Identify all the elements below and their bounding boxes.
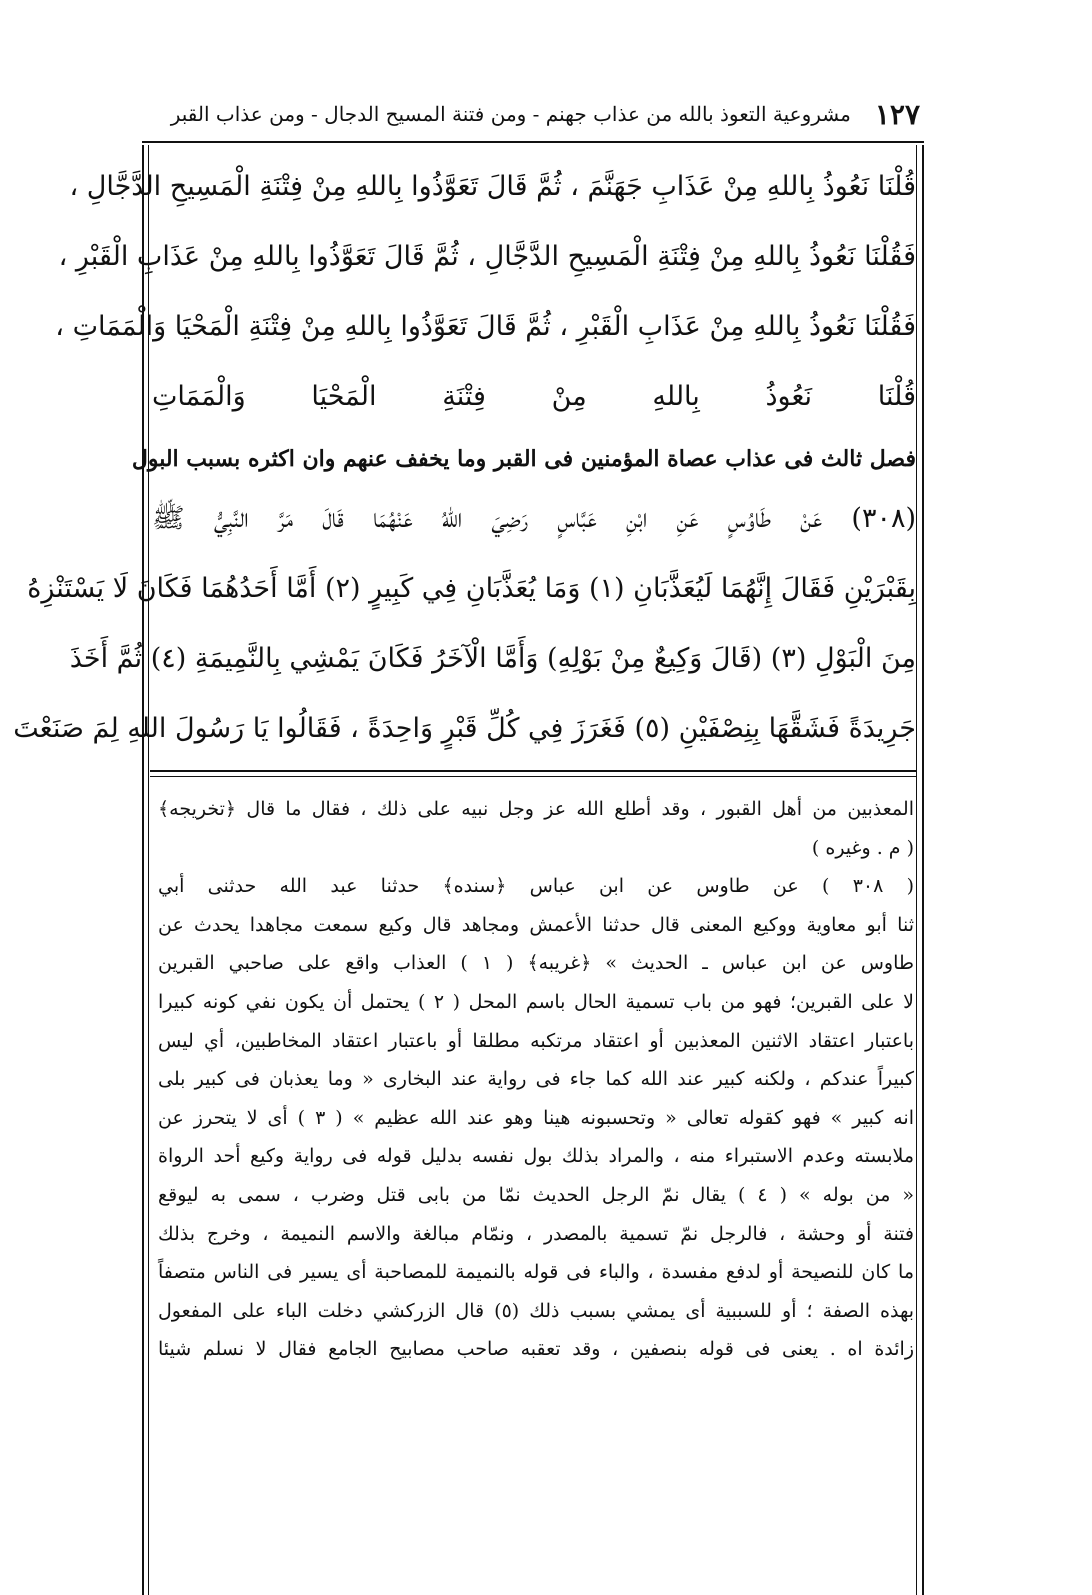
commentary-line: بهذه الصفة ؛ أو للسببية أى يمشي بسبب ذلك (٥) قال الزركشي دخلت الباء على المفعول <box>158 1299 914 1322</box>
commentary-line: زائدة اه . يعنى فى قوله بنصفين ، وقد تعقبه صاحب مصابيح الجامع فقال لا نسلم شيئا <box>158 1338 914 1361</box>
section-heading: فصل ثالث فى عذاب عصاة المؤمنين فى القبر وما يخفف عنهم وان اكثره بسبب البول <box>131 446 916 472</box>
header-rule <box>142 141 924 143</box>
commentary-line: ما كان للنصيحة أو لدفع مفسدة ، والباء فى قوله بالنميمة للمصاحبة أى يسير فى الناس متصفاً <box>158 1261 914 1284</box>
commentary-line: المعذبين من أهل القبور ، وقد أطلع الله عز وجل نبيه على ذلك ، فقال ما قال ﴿تخريجه﴾ <box>158 798 914 820</box>
commentary-line: فتنة أو وحشة ، فالرجل نمّ تسمية بالمصدر ، ونمّام مبالغة والاسم النميمة ، وخرج بذلك <box>158 1222 914 1245</box>
page-number: ١٢٧ <box>874 97 920 131</box>
commentary-line: ( م . وغيره ) <box>811 836 914 859</box>
matn-line: قُلْنَا نَعُوذُ بِاللهِ مِنْ فِتْنَةِ الْمَحْيَا وَالْمَمَاتِ <box>152 381 916 412</box>
page-header <box>150 92 920 136</box>
frame-right-inner-border <box>916 145 917 1595</box>
hadith-line: جَرِيدَةً فَشَقَّهَا بِنِصْفَيْنِ (٥) فَغَرَزَ فِي كُلِّ قَبْرٍ وَاحِدَةً ، فَقَالُوا يَا رَسُولَ اللهِ لِمَ صَنَعْتَ <box>13 713 916 744</box>
commentary-line: طاوس عن ابن عباس ـ الحديث » ﴿غريبه﴾ ( ١ ) العذاب واقع على صاحبي القبرين <box>158 952 914 975</box>
section-divider-inner <box>150 776 916 777</box>
frame-left-border <box>142 145 144 1595</box>
matn-line: فَقُلْنَا نَعُوذُ بِاللهِ مِنْ فِتْنَةِ الْمَسِيحِ الدَّجَّالِ ، ثُمَّ قَالَ تَعَوَّذُوا بِاللهِ مِنْ عَذَابِ الْقَبْرِ ، <box>58 241 916 272</box>
commentary-line: ثنا أبو معاوية ووكيع المعنى قال حدثنا الأعمش ومجاهد قال وكيع سمعت مجاهدا يحدث عن <box>158 913 914 936</box>
running-title: مشروعية التعوذ بالله من عذاب جهنم - ومن فتنة المسيح الدجال - ومن عذاب القبر <box>170 102 851 126</box>
commentary-line: ملابسته وعدم الاستبراء منه ، والمراد بذلك بول نفسه بدليل قوله فى رواية وكيع أحد الرواة <box>158 1145 914 1168</box>
matn-line: قُلْنَا نَعُوذُ بِاللهِ مِنْ عَذَابِ جَهَنَّمَ ، ثُمَّ قَالَ تَعَوَّذُوا بِاللهِ مِنْ فِتْنَةِ الْمَسِيحِ الدَّجَّالِ ، <box>69 171 916 202</box>
commentary-line: انه كبير » فهو كقوله تعالى « وتحسبونه هينا وهو عند الله عظيم » ( ٣ ) أى لا يتحرز عن <box>158 1106 915 1129</box>
section-divider <box>150 770 916 772</box>
hadith-line: (٣٠٨) عَنْ طَاوُسٍ عَنِ ابْنِ عَبَّاسٍ رَضِيَ اللهُ عَنْهُمَا قَالَ مَرَّ النَّبِيُّ ﷺ <box>152 503 916 534</box>
frame-left-inner-border <box>148 145 149 1595</box>
commentary-line: كبيراً عندكم ، ولكنه كبير عند الله كما جاء فى رواية عند البخارى « وما يعذبان فى كبير بلى <box>158 1068 914 1091</box>
hadith-line: بِقَبْرَيْنِ فَقَالَ إِنَّهُمَا لَيُعَذَّبَانِ (١) وَمَا يُعَذَّبَانِ فِي كَبِيرٍ (٢) أَمَّا أَحَدُهُمَا فَكَانَ لَا يَسْتَنْزِهُ <box>27 573 916 604</box>
matn-line: فَقُلْنَا نَعُوذُ بِاللهِ مِنْ عَذَابِ الْقَبْرِ ، ثُمَّ قَالَ تَعَوَّذُوا بِاللهِ مِنْ فِتْنَةِ الْمَحْيَا وَالْمَمَاتِ ، <box>55 311 916 342</box>
commentary-line: « من بوله » ( ٤ ) يقال نمّ الرجل الحديث نمّا من بابى قتل وضرب ، سمى به ليوقع <box>158 1183 914 1206</box>
commentary-section <box>158 790 914 1369</box>
commentary-line: باعتبار اعتقاد الاثنين المعذبين أو اعتقاد مرتكبه مطلقا أو باعتبار اعتقاد المخاطبين، أي ليس <box>158 1029 914 1052</box>
hadith-line: مِنَ الْبَوْلِ (٣) (قَالَ وَكِيعٌ مِنْ بَوْلِهِ) وَأَمَّا الْآخَرُ فَكَانَ يَمْشِي بِالنَّمِيمَةِ (٤) ثُمَّ أَخَذَ <box>69 643 916 674</box>
hadith-text-section <box>13 152 916 764</box>
frame-right-border <box>922 145 924 1595</box>
commentary-line: ( ٣٠٨ ) عن طاوس عن ابن عباس ﴿سنده﴾ حدثنا عبد الله حدثنى أبي <box>158 875 915 898</box>
commentary-line: لا على القبرين؛ فهو من باب تسمية الحال باسم المحل ( ٢ ) يحتمل أن يكون نفي كونه كبيرا <box>158 990 915 1013</box>
